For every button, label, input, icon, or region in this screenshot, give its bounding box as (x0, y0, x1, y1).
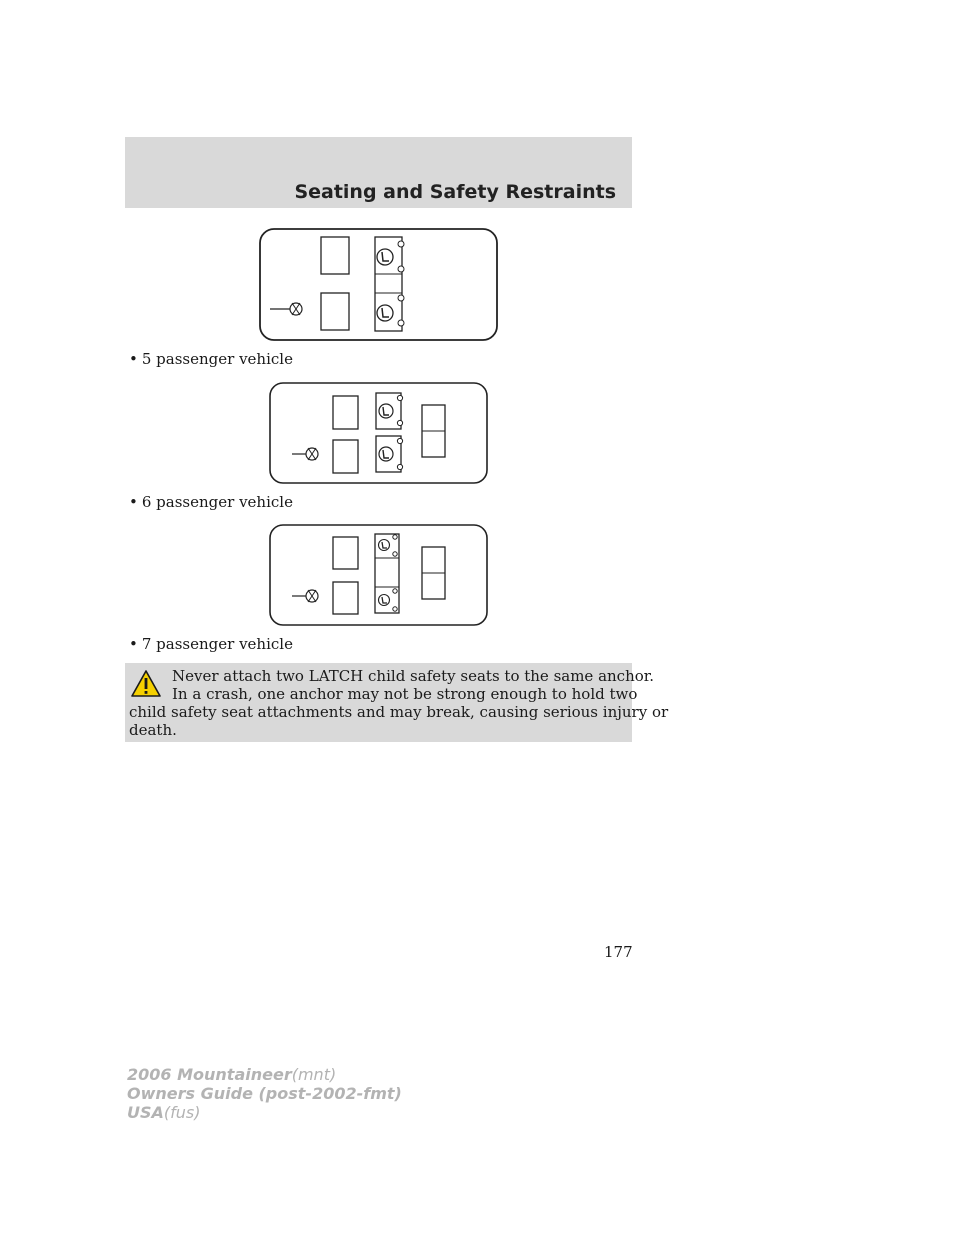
warning-text-line: death. (129, 721, 177, 739)
bullet: • (129, 350, 138, 368)
footer-line: 2006 Mountaineer(mnt) (127, 1065, 337, 1084)
section-header-band (125, 137, 632, 208)
warning-text-line: In a crash, one anchor may not be strong enough to hold two (172, 685, 638, 703)
footer-line: Owners Guide (post-2002-fmt) (127, 1084, 402, 1103)
warning-text-line: Never attach two LATCH child safety seats to the same anchor. (172, 667, 655, 685)
bullet: • (129, 493, 138, 511)
page-number: 177 (604, 943, 633, 961)
warning-text-line: child safety seat attachments and may break, causing serious injury or (129, 703, 669, 721)
latch-seating-diagram-6-passenger (268, 381, 490, 485)
diagram-caption: • 6 passenger vehicle (129, 493, 293, 511)
diagram-caption: • 5 passenger vehicle (129, 350, 293, 368)
warning-triangle-icon (130, 669, 162, 699)
document-footer (127, 1065, 402, 1122)
bullet: • (129, 635, 138, 653)
latch-seating-diagram-7-passenger (268, 523, 490, 627)
section-title: Seating and Safety Restraints (294, 181, 616, 203)
latch-seating-diagram-5-passenger (258, 227, 500, 342)
diagram-caption: • 7 passenger vehicle (129, 635, 293, 653)
footer-line: USA(fus) (127, 1103, 201, 1122)
